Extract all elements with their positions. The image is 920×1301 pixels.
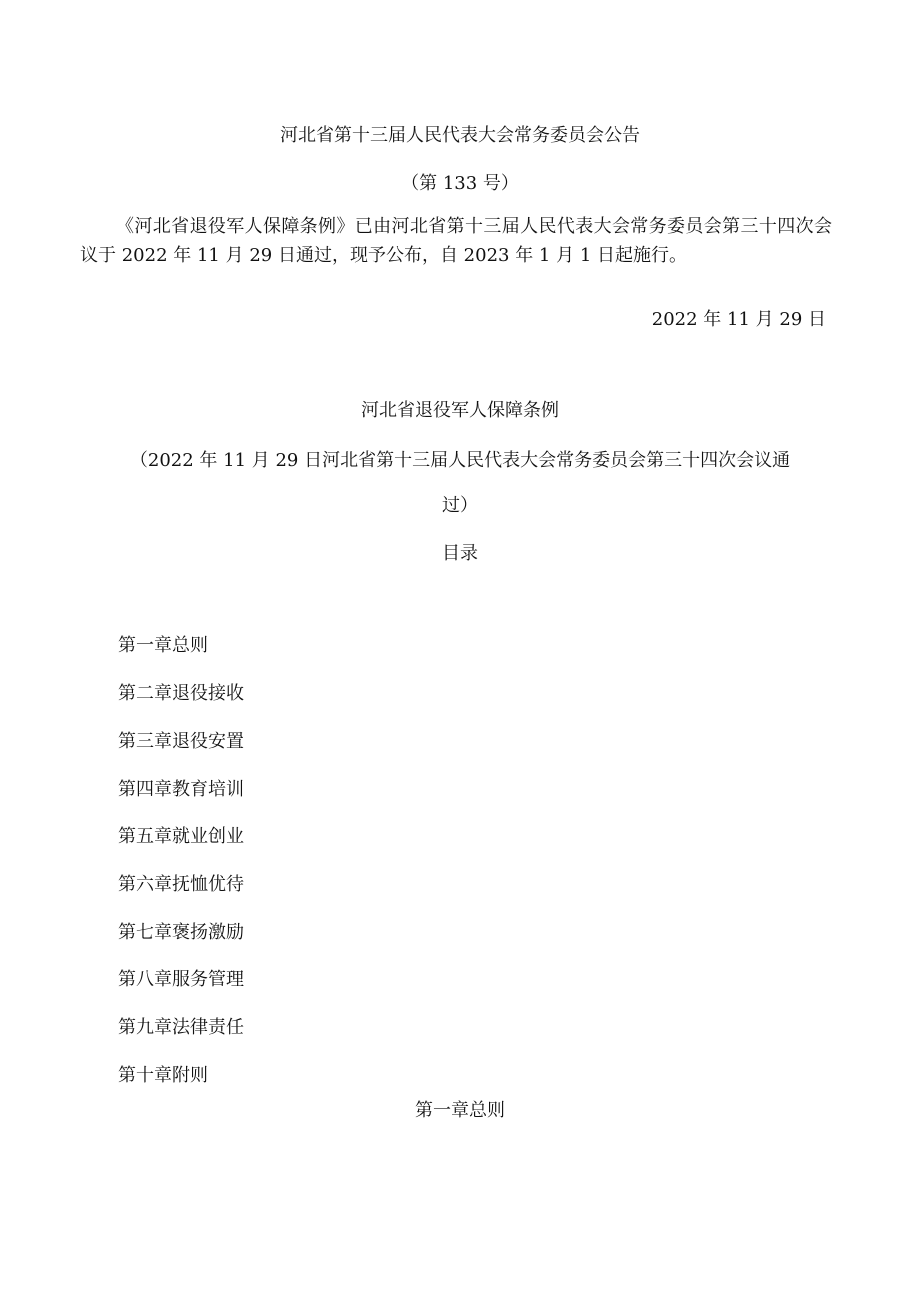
regulation-title: 河北省退役军人保障条例 — [361, 400, 559, 421]
announcement-number: （第 133 号） — [401, 173, 519, 194]
announcement-body: 《河北省退役军人保障条例》已由河北省第十三届人民代表大会常务委员会第三十四次会议于 2022 年 11 月 29 日通过，现予公布，自 2023 年 1 月 1 日起施行。 — [80, 216, 832, 266]
toc-item-chapter-3: 第三章退役安置 — [118, 731, 244, 752]
adoption-note-line2: 过） — [442, 495, 478, 516]
toc-item-chapter-2: 第二章退役接收 — [118, 683, 244, 704]
announcement-date: 2022 年 11 月 29 日 — [651, 309, 826, 330]
adoption-note-line1: （2022 年 11 月 29 日河北省第十三届人民代表大会常务委员会第三十四次会议通 — [129, 450, 791, 471]
toc-item-chapter-7: 第七章褒扬激励 — [118, 922, 244, 943]
toc-item-chapter-8: 第八章服务管理 — [118, 969, 244, 990]
toc-item-chapter-5: 第五章就业创业 — [118, 826, 244, 847]
toc-heading: 目录 — [442, 543, 478, 564]
toc-item-chapter-6: 第六章抚恤优待 — [118, 874, 244, 895]
toc-item-chapter-9: 第九章法律责任 — [118, 1017, 244, 1038]
toc-item-chapter-4: 第四章教育培训 — [118, 779, 244, 800]
announcement-title: 河北省第十三届人民代表大会常务委员会公告 — [280, 125, 640, 146]
toc-item-chapter-1: 第一章总则 — [118, 635, 208, 656]
toc-item-chapter-10: 第十章附则 — [118, 1065, 208, 1086]
chapter-1-heading: 第一章总则 — [415, 1100, 505, 1121]
